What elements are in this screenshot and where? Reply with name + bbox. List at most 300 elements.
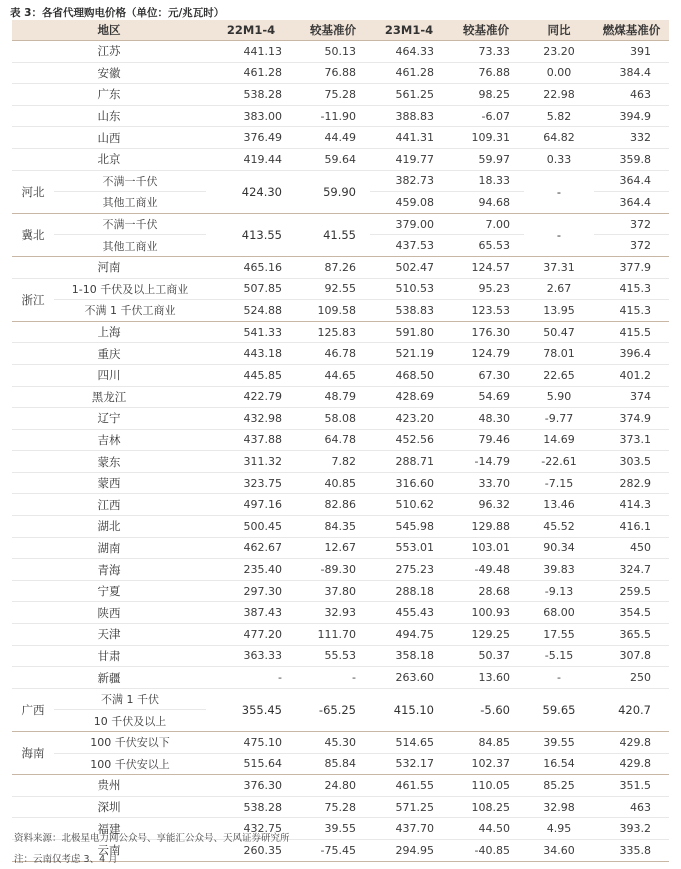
diff-23: 100.93 xyxy=(448,602,524,624)
coal-base: 332 xyxy=(594,127,669,149)
value-23m1-4: 455.43 xyxy=(370,602,448,624)
region-cell: 重庆 xyxy=(12,343,206,365)
region-cell: 四川 xyxy=(12,364,206,386)
diff-22: 109.58 xyxy=(296,300,370,322)
diff-22: 24.80 xyxy=(296,775,370,797)
provincial-price-table xyxy=(12,20,669,862)
coal-base: 393.2 xyxy=(594,818,669,840)
region-cell: 青海 xyxy=(12,559,206,581)
coal-base: 374.9 xyxy=(594,408,669,430)
value-23m1-4: 532.17 xyxy=(370,753,448,775)
coal-base: 415.5 xyxy=(594,321,669,343)
table-row xyxy=(12,688,669,710)
diff-23: 54.69 xyxy=(448,386,524,408)
coal-base: 354.5 xyxy=(594,602,669,624)
value-23m1-4: 510.62 xyxy=(370,494,448,516)
diff-22: 59.90 xyxy=(296,170,370,213)
region-cell: 宁夏 xyxy=(12,580,206,602)
value-23m1-4: 382.73 xyxy=(370,170,448,192)
yoy: 4.95 xyxy=(524,818,594,840)
diff-22: 44.65 xyxy=(296,364,370,386)
table-row xyxy=(12,537,669,559)
yoy: 2.67 xyxy=(524,278,594,300)
diff-23: 48.30 xyxy=(448,408,524,430)
yoy: -22.61 xyxy=(524,451,594,473)
coal-base: 429.8 xyxy=(594,753,669,775)
value-22m1-4: 541.33 xyxy=(206,321,296,343)
region-cell: 甘肃 xyxy=(12,645,206,667)
diff-22: 48.79 xyxy=(296,386,370,408)
region-cell: 蒙东 xyxy=(12,451,206,473)
diff-22: 46.78 xyxy=(296,343,370,365)
region-cell: 天津 xyxy=(12,624,206,646)
table-row xyxy=(12,472,669,494)
diff-22: 39.55 xyxy=(296,818,370,840)
diff-22: 44.49 xyxy=(296,127,370,149)
region-cell: 蒙西 xyxy=(12,472,206,494)
value-22m1-4: 413.55 xyxy=(206,213,296,256)
yoy: 0.00 xyxy=(524,62,594,84)
coal-base: 391 xyxy=(594,41,669,63)
coal-base: 282.9 xyxy=(594,472,669,494)
table-row xyxy=(12,41,669,63)
diff-22: 92.55 xyxy=(296,278,370,300)
value-23m1-4: 419.77 xyxy=(370,148,448,170)
table-row xyxy=(12,62,669,84)
diff-23: 176.30 xyxy=(448,321,524,343)
value-23m1-4: 437.53 xyxy=(370,235,448,257)
value-23m1-4: 494.75 xyxy=(370,624,448,646)
yoy: -7.15 xyxy=(524,472,594,494)
yoy: 34.60 xyxy=(524,839,594,861)
yoy: 22.98 xyxy=(524,84,594,106)
yoy: - xyxy=(524,667,594,689)
header-region: 地区 xyxy=(12,20,206,41)
diff-23: 65.53 xyxy=(448,235,524,257)
region-cell: 云南 xyxy=(12,839,206,861)
diff-22: 41.55 xyxy=(296,213,370,256)
value-22m1-4: 515.64 xyxy=(206,753,296,775)
value-23m1-4: 591.80 xyxy=(370,321,448,343)
region-cell: 北京 xyxy=(12,148,206,170)
diff-22: 40.85 xyxy=(296,472,370,494)
table-row xyxy=(12,451,669,473)
coal-base: 259.5 xyxy=(594,580,669,602)
coal-base: 374 xyxy=(594,386,669,408)
diff-23: 50.37 xyxy=(448,645,524,667)
value-22m1-4: 475.10 xyxy=(206,732,296,754)
region-cell: 黑龙江 xyxy=(12,386,206,408)
diff-22: 84.35 xyxy=(296,516,370,538)
value-23m1-4: 521.19 xyxy=(370,343,448,365)
diff-23: 28.68 xyxy=(448,580,524,602)
region-cell: 辽宁 xyxy=(12,408,206,430)
table-row xyxy=(12,645,669,667)
value-23m1-4: 514.65 xyxy=(370,732,448,754)
value-23m1-4: 502.47 xyxy=(370,256,448,278)
region-cell: 山东 xyxy=(12,105,206,127)
table-row xyxy=(12,300,669,322)
yoy: 78.01 xyxy=(524,343,594,365)
value-22m1-4: 500.45 xyxy=(206,516,296,538)
diff-23: 129.25 xyxy=(448,624,524,646)
value-22m1-4: 235.40 xyxy=(206,559,296,581)
yoy: -9.77 xyxy=(524,408,594,430)
coal-base: 420.7 xyxy=(594,688,669,731)
value-22m1-4: 538.28 xyxy=(206,84,296,106)
value-22m1-4: 311.32 xyxy=(206,451,296,473)
diff-22: 59.64 xyxy=(296,148,370,170)
yoy: 50.47 xyxy=(524,321,594,343)
value-22m1-4: 441.13 xyxy=(206,41,296,63)
diff-22: 76.88 xyxy=(296,62,370,84)
coal-base: 373.1 xyxy=(594,429,669,451)
sub-region-cell: 100 千伏安以上 xyxy=(54,753,206,775)
value-22m1-4: 497.16 xyxy=(206,494,296,516)
region-cell: 江西 xyxy=(12,494,206,516)
diff-23: 124.57 xyxy=(448,256,524,278)
yoy: 14.69 xyxy=(524,429,594,451)
table-row xyxy=(12,559,669,581)
coal-base: 394.9 xyxy=(594,105,669,127)
diff-23: 33.70 xyxy=(448,472,524,494)
diff-22: 111.70 xyxy=(296,624,370,646)
value-22m1-4: 432.75 xyxy=(206,818,296,840)
diff-23: 110.05 xyxy=(448,775,524,797)
table-row xyxy=(12,105,669,127)
value-23m1-4: 294.95 xyxy=(370,839,448,861)
diff-23: -5.60 xyxy=(448,688,524,731)
value-22m1-4: 437.88 xyxy=(206,429,296,451)
header-coal-base: 燃煤基准价 xyxy=(594,20,669,41)
yoy: 39.83 xyxy=(524,559,594,581)
table-row xyxy=(12,516,669,538)
diff-23: 94.68 xyxy=(448,192,524,214)
region-cell: 安徽 xyxy=(12,62,206,84)
diff-23: 103.01 xyxy=(448,537,524,559)
table-row xyxy=(12,213,669,235)
diff-22: 64.78 xyxy=(296,429,370,451)
diff-22: 32.93 xyxy=(296,602,370,624)
coal-base: 372 xyxy=(594,213,669,235)
diff-23: 59.97 xyxy=(448,148,524,170)
yoy: -5.15 xyxy=(524,645,594,667)
group-region-cell: 广西 xyxy=(12,688,54,731)
header-diff-22: 较基准价 xyxy=(296,20,370,41)
table-row xyxy=(12,753,669,775)
yoy: 39.55 xyxy=(524,732,594,754)
coal-base: 365.5 xyxy=(594,624,669,646)
diff-23: 123.53 xyxy=(448,300,524,322)
value-23m1-4: 452.56 xyxy=(370,429,448,451)
table-row xyxy=(12,278,669,300)
header-22m1-4: 22M1-4 xyxy=(206,20,296,41)
diff-22: 37.80 xyxy=(296,580,370,602)
region-cell: 深圳 xyxy=(12,796,206,818)
diff-23: 7.00 xyxy=(448,213,524,235)
header-row xyxy=(12,20,669,41)
yoy: 22.65 xyxy=(524,364,594,386)
region-cell: 福建 xyxy=(12,818,206,840)
table-row xyxy=(12,148,669,170)
sub-region-cell: 不满 1 千伏工商业 xyxy=(54,300,206,322)
diff-22: 58.08 xyxy=(296,408,370,430)
sub-region-cell: 不满一千伏 xyxy=(54,170,206,192)
value-22m1-4: 383.00 xyxy=(206,105,296,127)
coal-base: 250 xyxy=(594,667,669,689)
value-22m1-4: 462.67 xyxy=(206,537,296,559)
value-22m1-4: 461.28 xyxy=(206,62,296,84)
diff-22: 87.26 xyxy=(296,256,370,278)
table-row xyxy=(12,386,669,408)
value-23m1-4: 538.83 xyxy=(370,300,448,322)
value-23m1-4: 388.83 xyxy=(370,105,448,127)
diff-22: 75.28 xyxy=(296,84,370,106)
table-row xyxy=(12,732,669,754)
diff-23: 18.33 xyxy=(448,170,524,192)
value-23m1-4: 263.60 xyxy=(370,667,448,689)
diff-23: 96.32 xyxy=(448,494,524,516)
table-row xyxy=(12,775,669,797)
group-region-cell: 冀北 xyxy=(12,213,54,256)
yoy: - xyxy=(524,170,594,213)
coal-base: 377.9 xyxy=(594,256,669,278)
yoy: 13.95 xyxy=(524,300,594,322)
sub-region-cell: 其他工商业 xyxy=(54,235,206,257)
diff-22: 125.83 xyxy=(296,321,370,343)
diff-22: -11.90 xyxy=(296,105,370,127)
coal-base: 364.4 xyxy=(594,170,669,192)
coal-base: 429.8 xyxy=(594,732,669,754)
diff-23: 79.46 xyxy=(448,429,524,451)
value-22m1-4: 260.35 xyxy=(206,839,296,861)
diff-23: 44.50 xyxy=(448,818,524,840)
table-row xyxy=(12,364,669,386)
diff-22: - xyxy=(296,667,370,689)
diff-22: 55.53 xyxy=(296,645,370,667)
value-23m1-4: 461.55 xyxy=(370,775,448,797)
value-22m1-4: 387.43 xyxy=(206,602,296,624)
diff-23: -40.85 xyxy=(448,839,524,861)
table-row xyxy=(12,429,669,451)
region-cell: 贵州 xyxy=(12,775,206,797)
sub-region-cell: 10 千伏及以上 xyxy=(54,710,206,732)
coal-base: 463 xyxy=(594,84,669,106)
sub-region-cell: 不满 1 千伏 xyxy=(54,688,206,710)
yoy: 68.00 xyxy=(524,602,594,624)
value-23m1-4: 468.50 xyxy=(370,364,448,386)
coal-base: 415.3 xyxy=(594,300,669,322)
value-23m1-4: 437.70 xyxy=(370,818,448,840)
table-row xyxy=(12,170,669,192)
value-22m1-4: 323.75 xyxy=(206,472,296,494)
coal-base: 359.8 xyxy=(594,148,669,170)
diff-23: 98.25 xyxy=(448,84,524,106)
diff-23: 108.25 xyxy=(448,796,524,818)
value-23m1-4: 545.98 xyxy=(370,516,448,538)
value-23m1-4: 461.28 xyxy=(370,62,448,84)
table-row xyxy=(12,580,669,602)
coal-base: 401.2 xyxy=(594,364,669,386)
yoy: 37.31 xyxy=(524,256,594,278)
coal-base: 384.4 xyxy=(594,62,669,84)
yoy: 32.98 xyxy=(524,796,594,818)
table-row xyxy=(12,256,669,278)
yoy: - xyxy=(524,213,594,256)
coal-base: 396.4 xyxy=(594,343,669,365)
coal-base: 372 xyxy=(594,235,669,257)
diff-23: 109.31 xyxy=(448,127,524,149)
yoy: 17.55 xyxy=(524,624,594,646)
table-row xyxy=(12,127,669,149)
sub-region-cell: 100 千伏安以下 xyxy=(54,732,206,754)
value-22m1-4: 507.85 xyxy=(206,278,296,300)
coal-base: 351.5 xyxy=(594,775,669,797)
value-23m1-4: 553.01 xyxy=(370,537,448,559)
coal-base: 450 xyxy=(594,537,669,559)
table-row xyxy=(12,494,669,516)
region-cell: 江苏 xyxy=(12,41,206,63)
value-22m1-4: 524.88 xyxy=(206,300,296,322)
value-23m1-4: 288.71 xyxy=(370,451,448,473)
diff-23: -49.48 xyxy=(448,559,524,581)
value-23m1-4: 423.20 xyxy=(370,408,448,430)
region-cell: 陕西 xyxy=(12,602,206,624)
table-row xyxy=(12,321,669,343)
value-23m1-4: 571.25 xyxy=(370,796,448,818)
region-cell: 上海 xyxy=(12,321,206,343)
diff-23: 84.85 xyxy=(448,732,524,754)
header-yoy: 同比 xyxy=(524,20,594,41)
value-23m1-4: 288.18 xyxy=(370,580,448,602)
yoy: 90.34 xyxy=(524,537,594,559)
diff-23: 13.60 xyxy=(448,667,524,689)
yoy: -9.13 xyxy=(524,580,594,602)
region-cell: 新疆 xyxy=(12,667,206,689)
value-22m1-4: 419.44 xyxy=(206,148,296,170)
value-22m1-4: 538.28 xyxy=(206,796,296,818)
diff-23: 129.88 xyxy=(448,516,524,538)
header-diff-23: 较基准价 xyxy=(448,20,524,41)
sub-region-cell: 不满一千伏 xyxy=(54,213,206,235)
diff-23: 73.33 xyxy=(448,41,524,63)
value-22m1-4: 477.20 xyxy=(206,624,296,646)
coal-base: 414.3 xyxy=(594,494,669,516)
region-cell: 河南 xyxy=(12,256,206,278)
value-22m1-4: 465.16 xyxy=(206,256,296,278)
sub-region-cell: 1-10 千伏及以上工商业 xyxy=(54,278,206,300)
yoy: 0.33 xyxy=(524,148,594,170)
value-23m1-4: 561.25 xyxy=(370,84,448,106)
diff-23: 76.88 xyxy=(448,62,524,84)
header-23m1-4: 23M1-4 xyxy=(370,20,448,41)
diff-22: -89.30 xyxy=(296,559,370,581)
value-22m1-4: 445.85 xyxy=(206,364,296,386)
value-23m1-4: 358.18 xyxy=(370,645,448,667)
value-23m1-4: 510.53 xyxy=(370,278,448,300)
diff-22: 75.28 xyxy=(296,796,370,818)
diff-23: -6.07 xyxy=(448,105,524,127)
sub-region-cell: 其他工商业 xyxy=(54,192,206,214)
value-22m1-4: 376.30 xyxy=(206,775,296,797)
diff-22: 45.30 xyxy=(296,732,370,754)
diff-23: 95.23 xyxy=(448,278,524,300)
yoy: 85.25 xyxy=(524,775,594,797)
value-23m1-4: 441.31 xyxy=(370,127,448,149)
coal-base: 335.8 xyxy=(594,839,669,861)
footnote: 注：云南仅考虑 3、4 月 xyxy=(14,854,118,865)
diff-22: -65.25 xyxy=(296,688,370,731)
value-22m1-4: 422.79 xyxy=(206,386,296,408)
value-22m1-4: 297.30 xyxy=(206,580,296,602)
yoy: 16.54 xyxy=(524,753,594,775)
value-22m1-4: - xyxy=(206,667,296,689)
yoy: 45.52 xyxy=(524,516,594,538)
value-22m1-4: 355.45 xyxy=(206,688,296,731)
group-region-cell: 海南 xyxy=(12,732,54,775)
table-row xyxy=(12,408,669,430)
diff-23: 102.37 xyxy=(448,753,524,775)
table-row xyxy=(12,667,669,689)
table-row xyxy=(12,84,669,106)
coal-base: 364.4 xyxy=(594,192,669,214)
yoy: 59.65 xyxy=(524,688,594,731)
yoy: 13.46 xyxy=(524,494,594,516)
value-23m1-4: 379.00 xyxy=(370,213,448,235)
yoy: 23.20 xyxy=(524,41,594,63)
table-row xyxy=(12,343,669,365)
value-22m1-4: 363.33 xyxy=(206,645,296,667)
coal-base: 416.1 xyxy=(594,516,669,538)
yoy: 5.82 xyxy=(524,105,594,127)
coal-base: 463 xyxy=(594,796,669,818)
value-23m1-4: 428.69 xyxy=(370,386,448,408)
region-cell: 湖北 xyxy=(12,516,206,538)
region-cell: 山西 xyxy=(12,127,206,149)
value-23m1-4: 275.23 xyxy=(370,559,448,581)
table-row xyxy=(12,602,669,624)
coal-base: 415.3 xyxy=(594,278,669,300)
diff-22: 85.84 xyxy=(296,753,370,775)
value-23m1-4: 464.33 xyxy=(370,41,448,63)
value-22m1-4: 432.98 xyxy=(206,408,296,430)
group-region-cell: 浙江 xyxy=(12,278,54,321)
coal-base: 324.7 xyxy=(594,559,669,581)
region-cell: 广东 xyxy=(12,84,206,106)
yoy: 64.82 xyxy=(524,127,594,149)
diff-22: -75.45 xyxy=(296,839,370,861)
coal-base: 303.5 xyxy=(594,451,669,473)
value-23m1-4: 415.10 xyxy=(370,688,448,731)
diff-23: -14.79 xyxy=(448,451,524,473)
source-note: 资料来源：北极星电力网公众号、享能汇公众号、天风证券研究所 xyxy=(14,833,290,844)
table-row xyxy=(12,624,669,646)
diff-23: 67.30 xyxy=(448,364,524,386)
region-cell: 吉林 xyxy=(12,429,206,451)
value-22m1-4: 443.18 xyxy=(206,343,296,365)
table-row xyxy=(12,796,669,818)
table-title: 表 3：各省代理购电价格（单位：元/兆瓦时） xyxy=(10,7,225,19)
yoy: 5.90 xyxy=(524,386,594,408)
value-22m1-4: 424.30 xyxy=(206,170,296,213)
group-region-cell: 河北 xyxy=(12,170,54,213)
value-23m1-4: 316.60 xyxy=(370,472,448,494)
diff-22: 7.82 xyxy=(296,451,370,473)
diff-22: 12.67 xyxy=(296,537,370,559)
region-cell: 湖南 xyxy=(12,537,206,559)
diff-22: 50.13 xyxy=(296,41,370,63)
value-23m1-4: 459.08 xyxy=(370,192,448,214)
